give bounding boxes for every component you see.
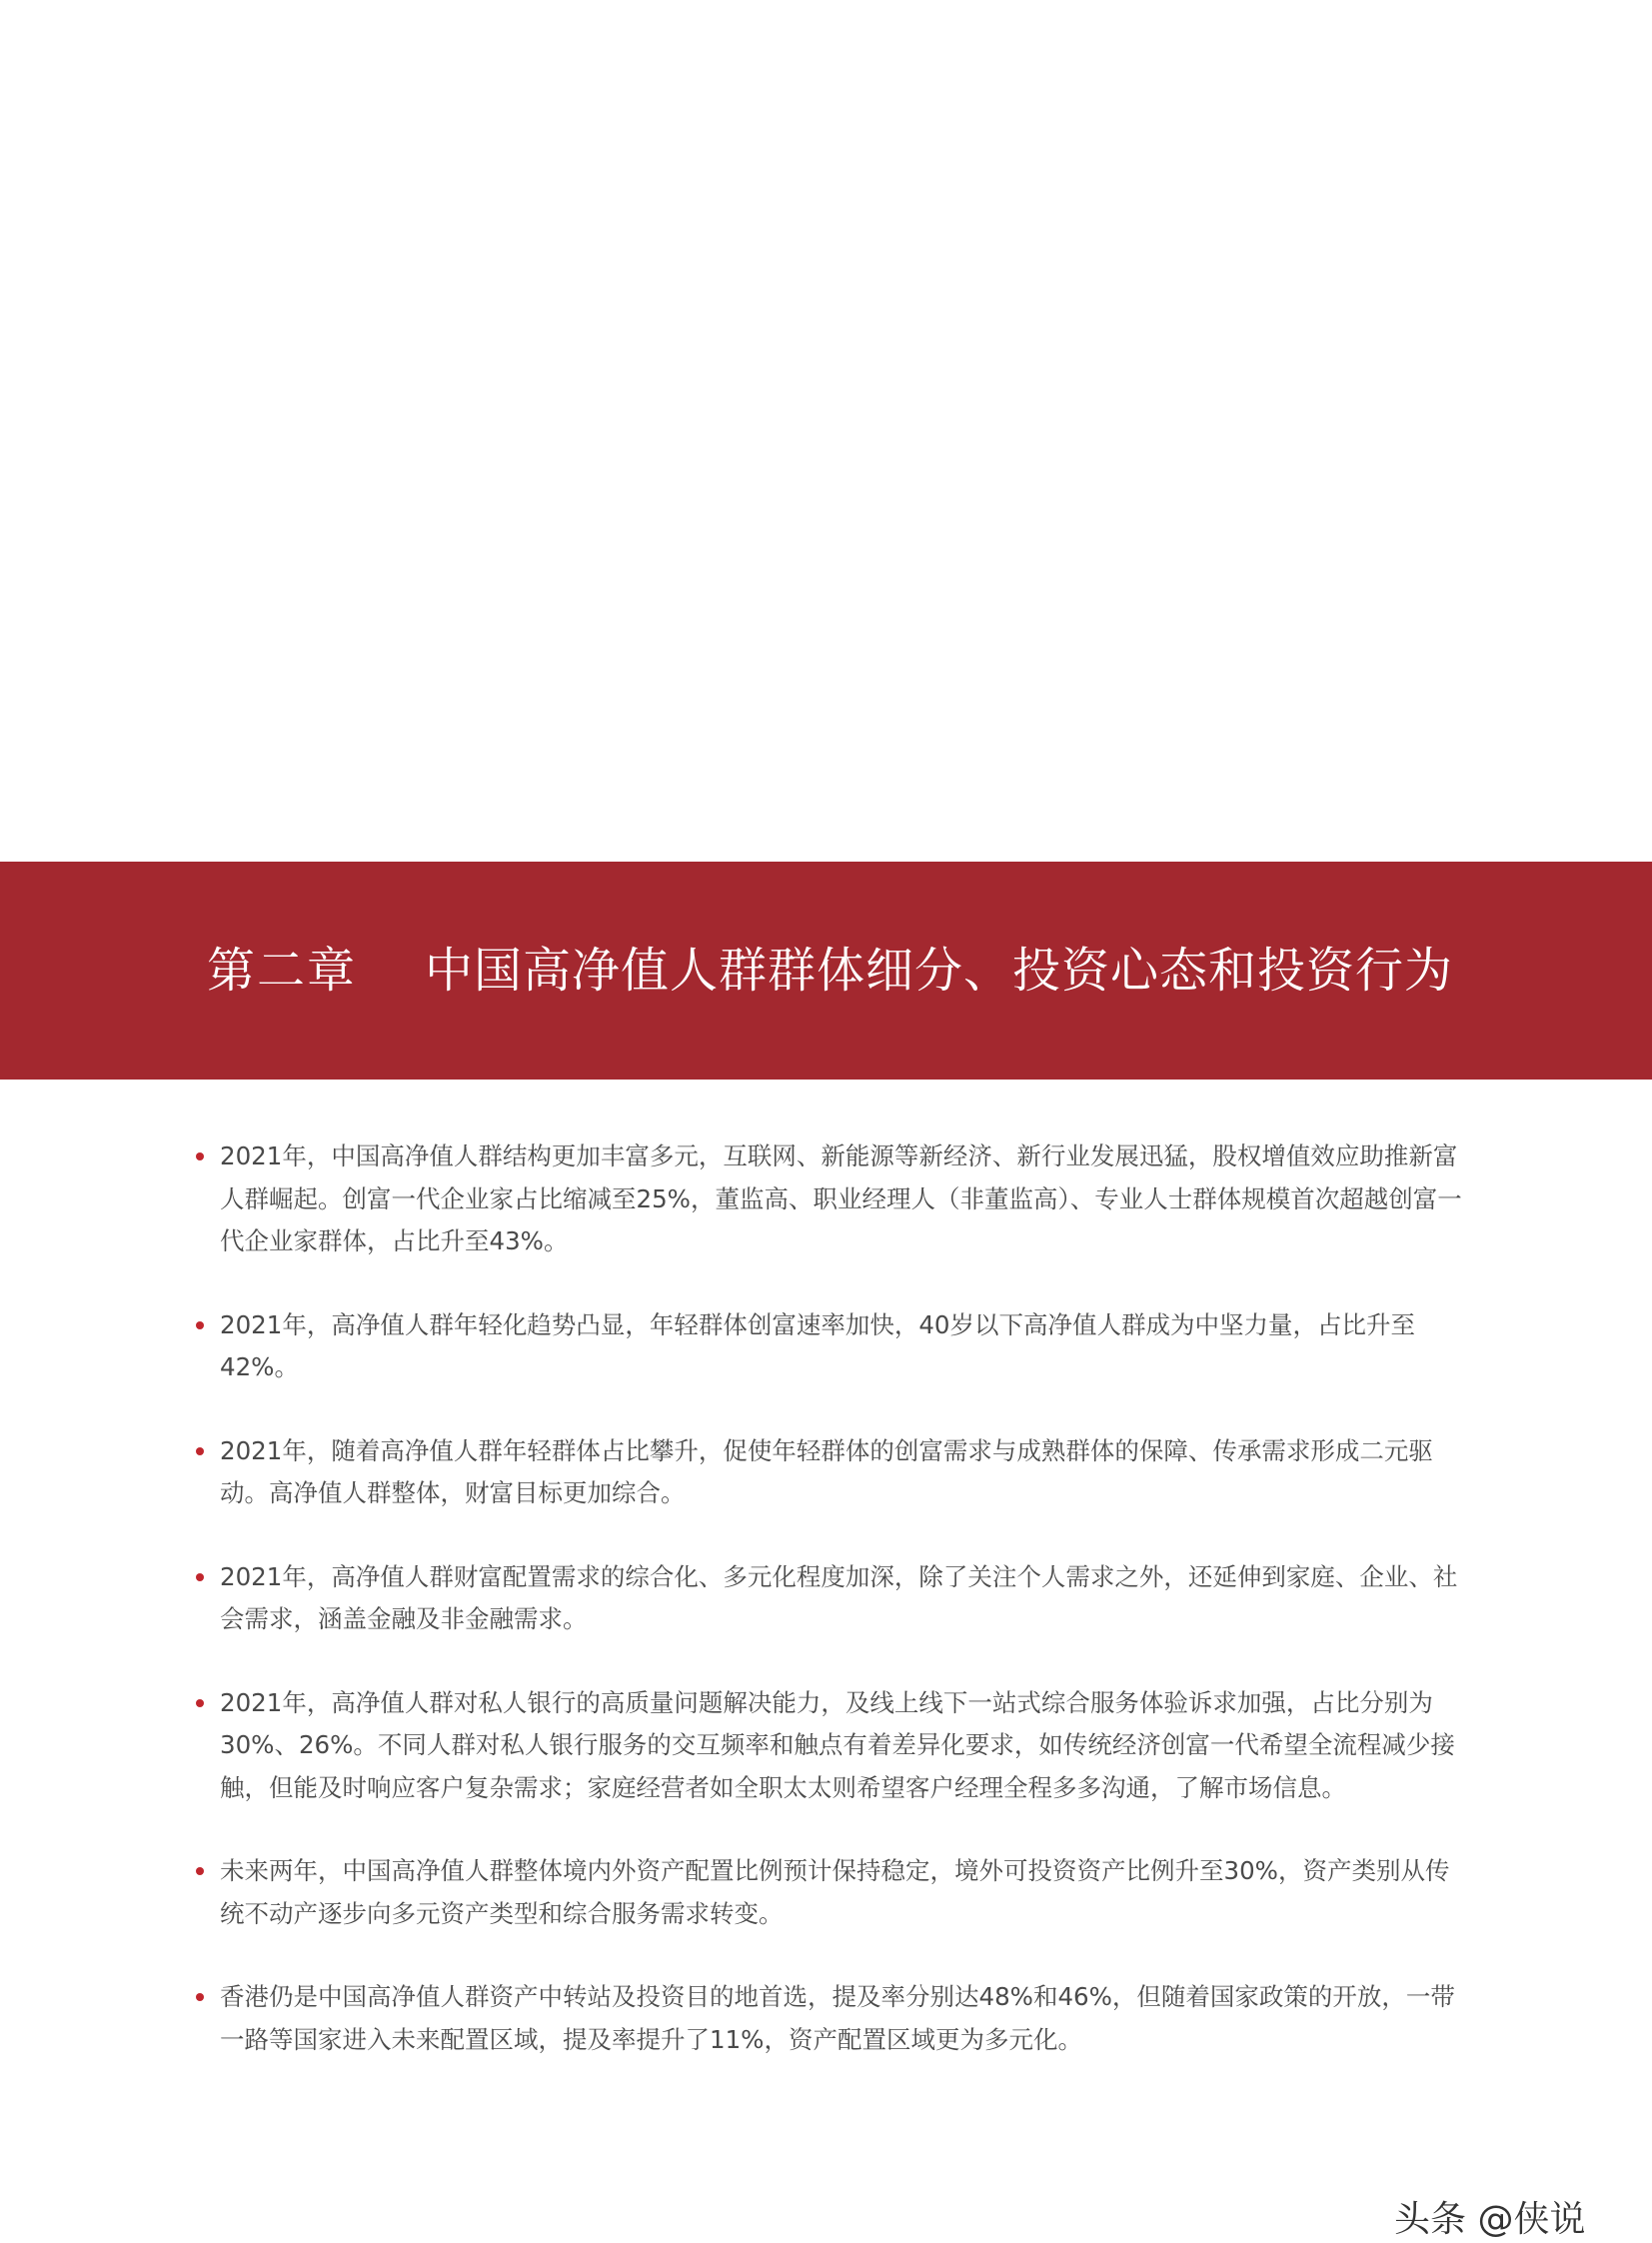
- bullet-dot-icon: [196, 1867, 204, 1875]
- chapter-number: 第二章: [207, 943, 358, 999]
- bullet-text: 香港仍是中国高净值人群资产中转站及投资目的地首选，提及率分别达48%和46%，但随着国家政策的开放，一带一路等国家进入未来配置区域，提及率提升了11%，资产配置区域更为多元化。: [220, 1982, 1455, 2054]
- bullet-item-4: [193, 1556, 1462, 1641]
- bullet-text: 2021年，高净值人群对私人银行的高质量问题解决能力，及线上线下一站式综合服务体验诉求加强，占比分别为30%、26%。不同人群对私人银行服务的交互频率和触点有着差异化要求，如传统经济创富一代希望全流程减少接触，但能及时响应客户复杂需求；家庭经营者如全职太太则希望客户经理全程多多沟通，了解市场信息。: [220, 1687, 1455, 1802]
- bullet-item-5: [193, 1682, 1462, 1810]
- bullet-item-2: [193, 1304, 1462, 1389]
- bullet-dot-icon: [196, 1993, 204, 2001]
- bullet-item-7: [193, 1976, 1462, 2061]
- chapter-title: 中国高净值人群群体细分、投资心态和投资行为: [425, 943, 1454, 999]
- bullet-text: 2021年，中国高净值人群结构更加丰富多元，互联网、新能源等新经济、新行业发展迅猛，股权增值效应助推新富人群崛起。创富一代企业家占比缩减至25%，董监高、职业经理人（非董监高）、专业人士群体规模首次超越创富一代企业家群体，占比升至43%。: [220, 1141, 1462, 1255]
- bullet-dot-icon: [196, 1447, 204, 1455]
- bullet-text: 未来两年，中国高净值人群整体境内外资产配置比例预计保持稳定，境外可投资资产比例升至30%，资产类别从传统不动产逐步向多元资产类型和综合服务需求转变。: [220, 1856, 1450, 1928]
- bullet-item-3: [193, 1430, 1462, 1515]
- bullet-dot-icon: [196, 1152, 204, 1160]
- chapter-banner: [0, 862, 1652, 1080]
- watermark: 头条 @侠说: [1394, 2199, 1586, 2240]
- bullet-text: 2021年，随着高净值人群年轻群体占比攀升，促使年轻群体的创富需求与成熟群体的保障、传承需求形成二元驱动。高净值人群整体，财富目标更加综合。: [220, 1435, 1433, 1507]
- bullet-text: 2021年，高净值人群财富配置需求的综合化、多元化程度加深，除了关注个人需求之外，还延伸到家庭、企业、社会需求，涵盖金融及非金融需求。: [220, 1561, 1458, 1633]
- summary-bullet-list: [193, 1135, 1462, 2102]
- bullet-item-1: [193, 1135, 1462, 1263]
- bullet-dot-icon: [196, 1321, 204, 1329]
- bullet-dot-icon: [196, 1699, 204, 1707]
- bullet-dot-icon: [196, 1573, 204, 1581]
- bullet-item-6: [193, 1850, 1462, 1935]
- bullet-text: 2021年，高净值人群年轻化趋势凸显，年轻群体创富速率加快，40岁以下高净值人群成为中坚力量，占比升至42%。: [220, 1309, 1416, 1381]
